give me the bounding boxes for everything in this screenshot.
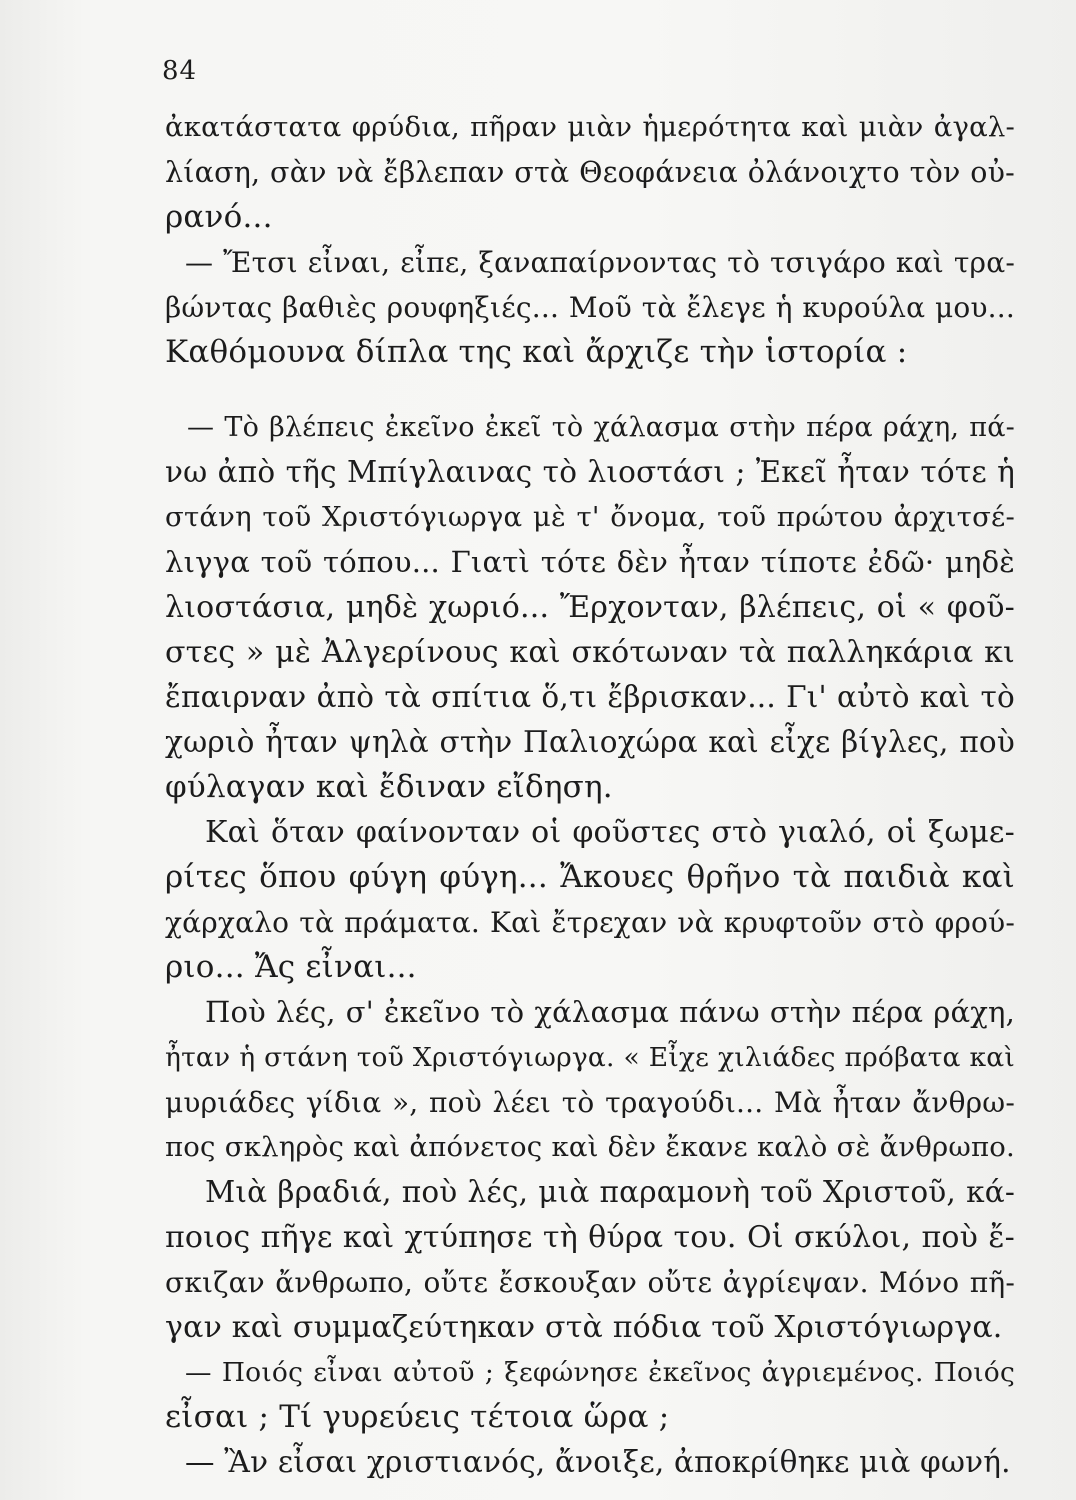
text-line: — Ποιός εἶναι αὐτοῦ ; ξεφώνησε ἐκεῖνος ἀγριεμένος. Ποιός (185, 1357, 1015, 1388)
text-line: πος σκληρὸς καὶ ἀπόνετος καὶ δὲν ἔκανε καλὸ σὲ ἄνθρωπο. (165, 1131, 1015, 1163)
text-line: Καὶ ὅταν φαίνονταν οἱ φοῦστες στὸ γιαλό, οἱ ξωμε- (205, 815, 1015, 850)
text-line: σκιζαν ἄνθρωπο, οὔτε ἔσκουξαν οὔτε ἀγρίεψαν. Μόνο πῆ- (165, 1266, 1015, 1299)
text-line: λίαση, σὰν νὰ ἔβλεπαν στὰ Θεοφάνεια ὀλάνοιχτο τὸν οὐ- (165, 156, 1015, 189)
text-line: φύλαγαν καὶ ἔδιναν εἴδηση. (165, 769, 613, 805)
text-line: λιγγα τοῦ τόπου... Γιατὶ τότε δὲν ἦταν τίποτε ἐδῶ· μηδὲ (165, 545, 1015, 579)
text-line: Μιὰ βραδιά, ποὺ λές, μιὰ παραμονὴ τοῦ Χριστοῦ, κά- (205, 1175, 1015, 1209)
text-line: ρίτες ὅπου φύγη φύγη... Ἄκουες θρῆνο τὰ παιδιὰ καὶ (165, 859, 1015, 895)
text-line: ποιος πῆγε καὶ χτύπησε τὴ θύρα του. Οἱ σκύλοι, ποὺ ἔ- (165, 1220, 1015, 1255)
text-line: — Ἔτσι εἶναι, εἶπε, ξαναπαίρνοντας τὸ τσιγάρο καὶ τρα- (185, 246, 1015, 279)
text-line: — Ἂν εἶσαι χριστιανός, ἄνοιξε, ἀποκρίθηκε μιὰ φωνή. (185, 1445, 1011, 1479)
text-line: γαν καὶ συμμαζεύτηκαν στὰ πόδια τοῦ Χριστόγιωργα. (165, 1310, 1003, 1345)
text-line: στάνη τοῦ Χριστόγιωργα μὲ τ' ὄνομα, τοῦ πρώτου ἀρχιτσέ- (165, 501, 1015, 533)
text-line: ριο... Ἄς εἶναι... (165, 949, 417, 985)
text-line: μυριάδες γίδια », ποὺ λέει τὸ τραγούδι... Μὰ ἦταν ἄνθρω- (165, 1086, 1015, 1119)
text-line: λιοστάσια, μηδὲ χωριό... Ἔρχονταν, βλέπεις, οἱ « φοῦ- (165, 590, 1015, 625)
text-line: ἦταν ἡ στάνη τοῦ Χριστόγιωργα. « Εἶχε χιλιάδες πρόβατα καὶ (165, 1042, 1015, 1073)
text-line: εἶσαι ; Τί γυρεύεις τέτοια ὥρα ; (165, 1399, 670, 1435)
text-line: Καθόμουνα δίπλα της καὶ ἄρχιζε τὴν ἱστορία : (165, 334, 908, 370)
text-line: — Τὸ βλέπεις ἐκεῖνο ἐκεῖ τὸ χάλασμα στὴν πέρα ράχη, πά- (187, 412, 1015, 443)
text-line: ρανό... (165, 199, 273, 235)
page-number: 84 (162, 56, 198, 86)
text-line: στες » μὲ Ἀλγερίνους καὶ σκότωναν τὰ παλληκάρια κι (165, 635, 1015, 670)
text-line: ἀκατάστατα φρύδια, πῆραν μιὰν ἡμερότητα καὶ μιὰν ἀγαλ- (165, 111, 1015, 143)
text-line: ἔπαιρναν ἀπὸ τὰ σπίτια ὅ,τι ἔβρισκαν... Γι' αὐτὸ καὶ τὸ (165, 680, 1015, 714)
text-line: βώντας βαθιὲς ρουφηξιές... Μοῦ τὰ ἔλεγε ἡ κυρούλα μου... (165, 291, 1015, 324)
text-line: Ποὺ λές, σ' ἐκεῖνο τὸ χάλασμα πάνω στὴν πέρα ράχη, (205, 995, 1015, 1029)
text-line: χάρχαλο τὰ πράματα. Καὶ ἔτρεχαν νὰ κρυφτοῦν στὸ φρού- (165, 906, 1015, 939)
text-line: νω ἀπὸ τῆς Μπίγλαινας τὸ λιοστάσι ; Ἐκεῖ ἦταν τότε ἡ (165, 455, 1015, 489)
text-line: χωριὸ ἦταν ψηλὰ στὴν Παλιοχώρα καὶ εἶχε βίγλες, ποὺ (165, 725, 1015, 759)
body-text (165, 105, 1015, 1485)
